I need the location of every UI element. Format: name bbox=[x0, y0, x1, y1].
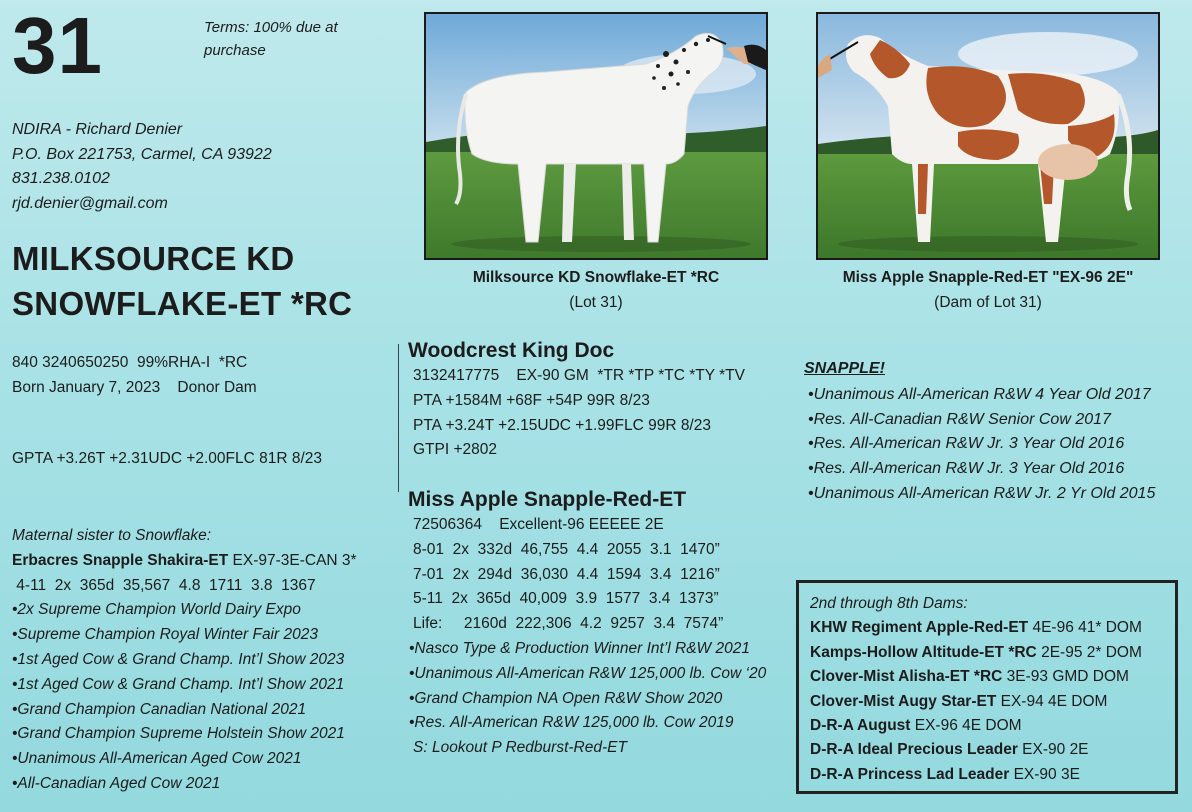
sire-details bbox=[413, 364, 745, 463]
consignor-info bbox=[12, 118, 272, 216]
sister-honor: •Supreme Champion Royal Winter Fair 2023 bbox=[12, 626, 318, 644]
sire-line: 3132417775 EX-90 GM *TR *TP *TC *TY *TV bbox=[413, 367, 745, 384]
dam-registration: 72506364 Excellent-96 EEEEE 2E bbox=[413, 516, 664, 533]
sister-name: Erbacres Snapple Shakira-ET bbox=[12, 551, 229, 569]
snapple-honor: •Res. All-American R&W Jr. 3 Year Old 2016 bbox=[808, 460, 1125, 478]
snapple-honor: •Unanimous All-American R&W 4 Year Old 2017 bbox=[808, 386, 1151, 403]
dam-row-name: Clover-Mist Augy Star-ET bbox=[810, 692, 997, 710]
dam-photo bbox=[816, 12, 1160, 260]
dam-honor: •Unanimous All-American R&W 125,000 lb. Cow ‘20 bbox=[409, 664, 767, 682]
dam-row bbox=[810, 763, 1175, 787]
sister-honor: •1st Aged Cow & Grand Champ. Int’l Show 2023 bbox=[12, 650, 345, 668]
born-line: Born January 7, 2023 Donor Dam bbox=[12, 379, 257, 396]
sale-terms: Terms: 100% due at purchase bbox=[204, 19, 338, 59]
sire-line: PTA +3.24T +2.15UDC +1.99FLC 99R 8/23 bbox=[413, 416, 711, 434]
white-cow-image bbox=[426, 14, 766, 258]
dam-row bbox=[810, 641, 1175, 665]
animal-name bbox=[12, 236, 392, 326]
lot-photo-title: Milksource KD Snowflake-ET *RC bbox=[472, 269, 720, 286]
dam-row bbox=[810, 690, 1175, 714]
maternal-sister-section bbox=[12, 524, 357, 797]
dam-row-name: D-R-A Princess Lad Leader bbox=[810, 765, 1010, 783]
dam-row-detail: EX-90 3E bbox=[1009, 765, 1080, 783]
dam-row-detail: 4E-96 41* DOM bbox=[1028, 619, 1142, 637]
dam-row-detail: 2E-95 2* DOM bbox=[1036, 643, 1142, 661]
animal-name-line1: MILKSOURCE KD bbox=[12, 240, 295, 277]
dam-honor: •Nasco Type & Production Winner Int’l R&W 2021 bbox=[409, 639, 750, 657]
sister-record: 4-11 2x 365d 35,567 4.8 1711 3.8 1367 bbox=[12, 576, 316, 594]
snapple-honor: •Res. All-American R&W Jr. 3 Year Old 2016 bbox=[808, 435, 1125, 453]
dam-record: 5-11 2x 365d 40,009 3.9 1577 3.4 1373” bbox=[413, 590, 719, 608]
dam-record: 8-01 2x 332d 46,755 4.4 2055 3.1 1470” bbox=[413, 540, 720, 558]
dams-heading: 2nd through 8th Dams: bbox=[810, 595, 968, 612]
dam-row bbox=[810, 714, 1175, 738]
animal-gpta: GPTA +3.26T +2.31UDC +2.00FLC 81R 8/23 bbox=[12, 450, 323, 467]
sister-honor: •Grand Champion Canadian National 2021 bbox=[12, 700, 307, 718]
dam-row bbox=[810, 665, 1175, 689]
dam-row bbox=[810, 738, 1175, 762]
sire-line: GTPI +2802 bbox=[413, 441, 498, 459]
animal-name-line2: SNOWFLAKE-ET *RC bbox=[12, 285, 353, 322]
sire-name: Woodcrest King Doc bbox=[408, 339, 615, 362]
dam-photo-title: Miss Apple Snapple-Red-ET "EX-96 2E" bbox=[842, 269, 1134, 286]
sister-honor: •Grand Champion Supreme Holstein Show 2021 bbox=[12, 725, 345, 743]
dam-photo-caption bbox=[812, 265, 1164, 315]
registration-line: 840 3240650250 99%RHA-I *RC bbox=[12, 354, 248, 371]
lot-photo bbox=[424, 12, 768, 260]
dam-record-lifetime: Life: 2160d 222,306 4.2 9257 3.4 7574” bbox=[413, 615, 724, 633]
dam-row-detail: EX-96 4E DOM bbox=[910, 717, 1022, 735]
dam-honor: •Res. All-American R&W 125,000 lb. Cow 2019 bbox=[409, 714, 734, 732]
sister-honor: •1st Aged Cow & Grand Champ. Int’l Show 2021 bbox=[12, 675, 345, 693]
snapple-honor: •Res. All-Canadian R&W Senior Cow 2017 bbox=[808, 410, 1111, 428]
dam-honor: •Grand Champion NA Open R&W Show 2020 bbox=[409, 689, 723, 707]
dam-row-name: D-R-A Ideal Precious Leader bbox=[810, 741, 1018, 759]
lot-number: 31 bbox=[12, 1, 103, 90]
consignor-name: NDIRA - Richard Denier bbox=[12, 121, 183, 138]
dam-record: 7-01 2x 294d 36,030 4.4 1594 3.4 1216” bbox=[413, 565, 720, 583]
sister-honor: •All-Canadian Aged Cow 2021 bbox=[12, 774, 221, 792]
sister-classification: EX-97-3E-CAN 3* bbox=[228, 551, 357, 569]
dams-box bbox=[796, 580, 1178, 794]
dam-photo-subtitle: (Dam of Lot 31) bbox=[934, 294, 1042, 311]
lot-photo-subtitle: (Lot 31) bbox=[569, 294, 623, 311]
consignor-email: rjd.denier@gmail.com bbox=[12, 194, 168, 212]
dam-row-detail: EX-90 2E bbox=[1017, 741, 1089, 759]
lot-photo-caption bbox=[424, 265, 768, 315]
sire-line: PTA +1584M +68F +54P 99R 8/23 bbox=[413, 391, 650, 409]
dam-row-name: Kamps-Hollow Altitude-ET *RC bbox=[810, 643, 1037, 661]
dam-row-detail: 3E-93 GMD DOM bbox=[1002, 668, 1129, 686]
snapple-honors bbox=[808, 383, 1155, 507]
dam-row-name: KHW Regiment Apple-Red-ET bbox=[810, 619, 1029, 637]
dam-row bbox=[810, 616, 1175, 640]
animal-registration bbox=[12, 350, 257, 400]
dam-row-name: Clover-Mist Alisha-ET *RC bbox=[810, 668, 1003, 686]
dam-sire-line: S: Lookout P Redburst-Red-ET bbox=[413, 739, 627, 757]
column-divider bbox=[398, 344, 399, 492]
sister-honor: •Unanimous All-American Aged Cow 2021 bbox=[12, 750, 302, 768]
dam-row-name: D-R-A August bbox=[810, 717, 911, 735]
sister-honor: •2x Supreme Champion World Dairy Expo bbox=[12, 601, 301, 619]
sister-name-line bbox=[12, 549, 357, 574]
dam-name: Miss Apple Snapple-Red-ET bbox=[408, 488, 687, 511]
dam-row-detail: EX-94 4E DOM bbox=[996, 692, 1108, 710]
snapple-honor: •Unanimous All-American R&W Jr. 2 Yr Old 2015 bbox=[808, 484, 1156, 502]
sister-heading: Maternal sister to Snowflake: bbox=[12, 527, 212, 544]
snapple-heading: SNAPPLE! bbox=[804, 360, 885, 377]
dam-details bbox=[409, 513, 767, 761]
consignor-address: P.O. Box 221753, Carmel, CA 93922 bbox=[12, 145, 272, 163]
consignor-phone: 831.238.0102 bbox=[12, 170, 110, 187]
red-white-cow-image bbox=[818, 14, 1158, 258]
